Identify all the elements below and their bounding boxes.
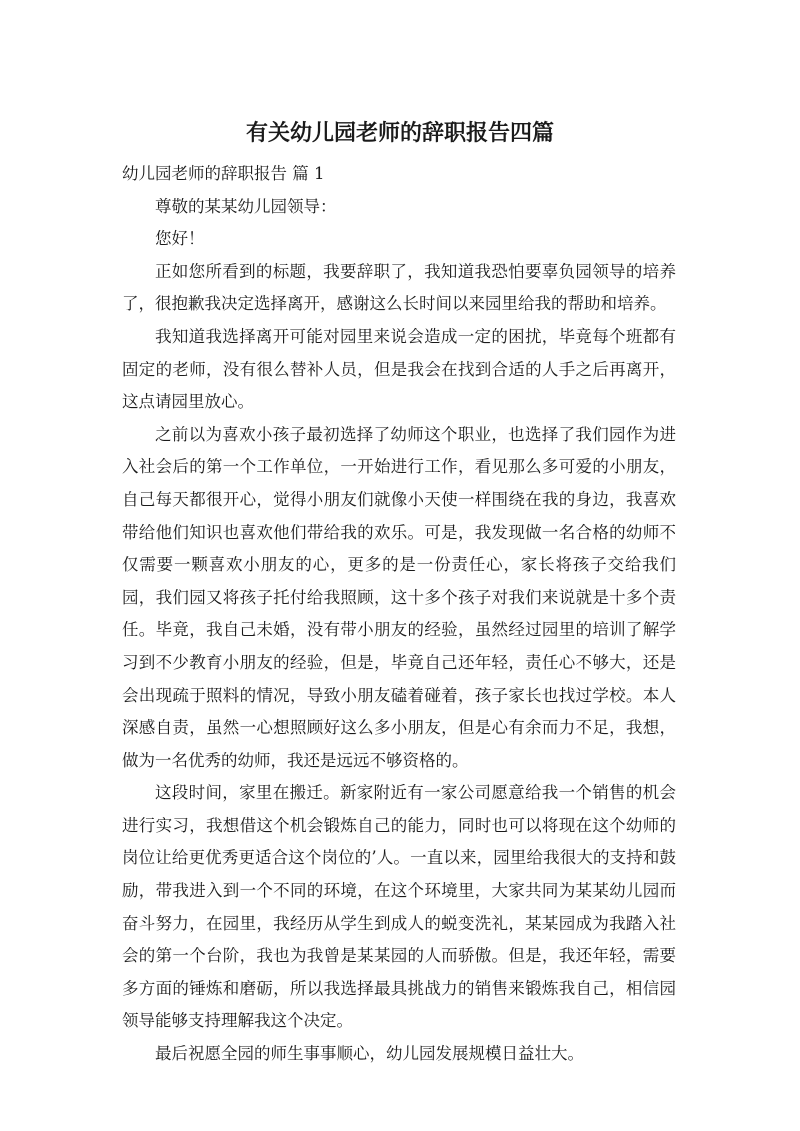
paragraph: 正如您所看到的标题，我要辞职了，我知道我恐怕要辜负园领导的培养了，很抱歉我决定选择离开，感谢这么长时间以来园里给我的帮助和培养。 [122, 261, 676, 314]
paragraph: 我知道我选择离开可能对园里来说会造成一定的困扰，毕竟每个班都有固定的老师，没有很么替补人员，但是我会在找到合适的人手之后再离开，这点请园里放心。 [122, 326, 676, 412]
paragraph: 这段时间，家里在搬迁。新家附近有一家公司愿意给我一个销售的机会进行实习，我想借这个机会锻炼自己的能力，同时也可以将现在这个幼师的岗位让给更优秀更适合这个岗位的’人。一直以来，园里给我很大的支持和鼓励，带我进入到一个不同的环境，在这个环境里，大家共同为某某幼儿园而奋斗努力，在园里，我经历从学生到成人的蜕变洗礼，某某园成为我踏入社会的第一个台阶，我也为我曾是某某园的人而骄傲。但是，我还年轻，需要多方面的锤炼和磨砺，所以我选择最具挑战力的销售来锻炼我自己，相信园领导能够支持理解我这个决定。 [122, 783, 676, 1031]
greeting: 您好！ [155, 229, 205, 249]
paragraph: 之前以为喜欢小孩子最初选择了幼师这个职业，也选择了我们园作为进入社会后的第一个工作单位，一开始进行工作，看见那么多可爱的小朋友，自己每天都很开心，觉得小朋友们就像小天使一样围绕在我的身边，我喜欢带给他们知识也喜欢他们带给我的欢乐。可是，我发现做一名合格的幼师不仅需要一颗喜欢小朋友的心，更多的是一份责任心，家长将孩子交给我们园，我们园又将孩子托付给我照顾，这十多个孩子对我们来说就是十多个责任。毕竟，我自己未婚，没有带小朋友的经验，虽然经过园里的培训了解学习到不少教育小朋友的经验，但是，毕竟自己还年轻，责任心不够大，还是会出现疏于照料的情况，导致小朋友磕着碰着，孩子家长也找过学校。本人深感自责，虽然一心想照顾好这么多小朋友，但是心有余而力不足，我想，做为一名优秀的幼师，我还是远远不够资格的。 [122, 424, 676, 770]
salutation: 尊敬的某某幼儿园领导： [155, 196, 337, 216]
document-title: 有关幼儿园老师的辞职报告四篇 [245, 121, 554, 146]
section-heading: 幼儿园老师的辞职报告 篇 1 [122, 164, 325, 183]
document-body [122, 158, 676, 1071]
closing-paragraph: 最后祝愿全园的师生事事顺心，幼儿园发展规模日益壮大。 [155, 1044, 584, 1064]
